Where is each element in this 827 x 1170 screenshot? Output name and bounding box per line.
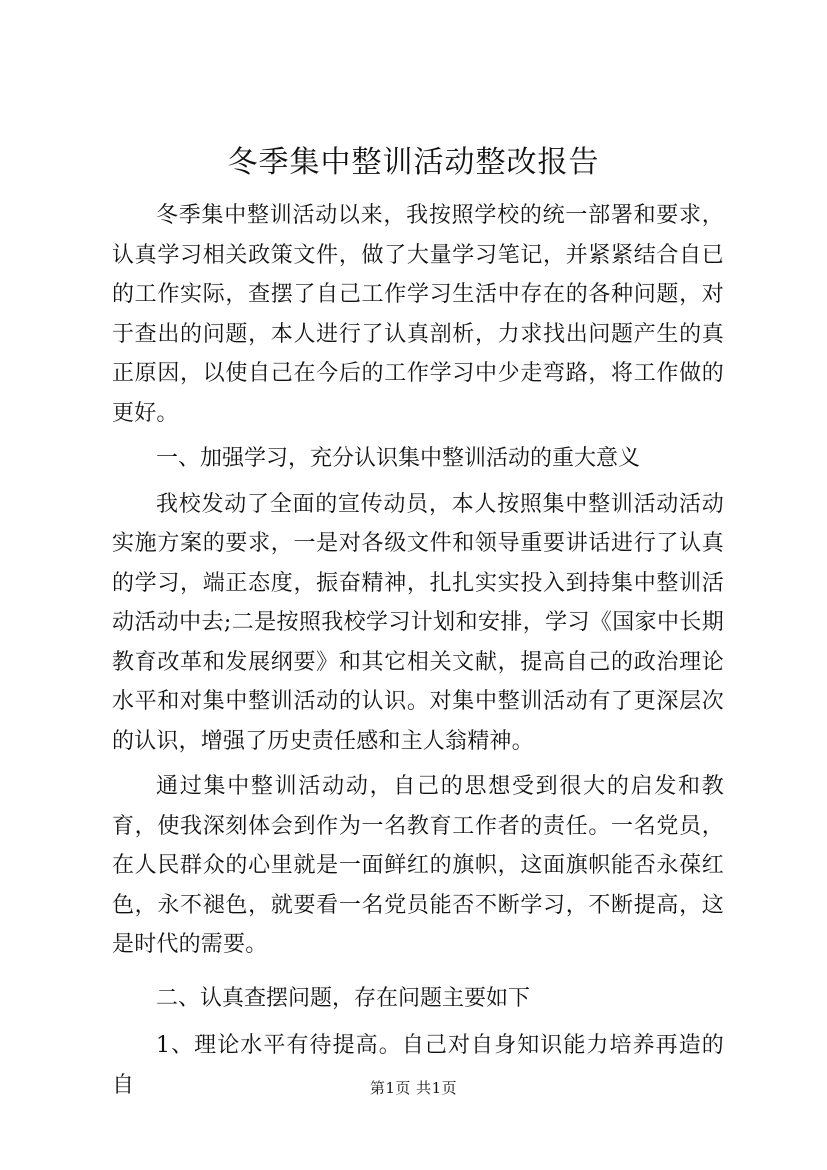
page-number-footer: 第1页 共1页 — [369, 1079, 458, 1097]
document-body — [112, 196, 724, 1105]
paragraph-problem-1: 1、理论水平有待提高。自己对自身知识能力培养再造的自 — [112, 1033, 724, 1098]
paragraph-study: 我校发动了全面的宣传动员，本人按照集中整训活动活动实施方案的要求，一是对各级文件和领导重要讲话进行了认真的学习，端正态度，振奋精神，扎扎实实投入到持集中整训活动活动中去;二是按照我校学习计划和安排，学习《国家中长期教育改革和发展纲要》和其它相关文献，提高自己的政治理论水平和对集中整训活动的认识。对集中整训活动有了更深层次的认识，增强了历史责任感和主人翁精神。 — [112, 491, 724, 754]
document-title: 冬季集中整训活动整改报告 — [227, 145, 600, 180]
paragraph-reflection: 通过集中整训活动动，自己的思想受到很大的启发和教育，使我深刻体会到作为一名教育工作者的责任。一名党员，在人民群众的心里就是一面鲜红的旗帜，这面旗帜能否永葆红色，永不褪色，就要看一名党员能否不断学习，不断提高，这是时代的需要。 — [112, 774, 724, 957]
paragraph-intro: 冬季集中整训活动以来，我按照学校的统一部署和要求，认真学习相关政策文件，做了大量学习笔记，并紧紧结合自已的工作实际，查摆了自己工作学习生活中存在的各种问题，对于查出的问题，本人进行了认真剖析，力求找出问题产生的真正原因，以使自己在今后的工作学习中少走弯路，将工作做的更好。 — [112, 203, 724, 426]
section-heading-2: 二、认真查摆问题，存在问题主要如下 — [156, 985, 531, 1011]
section-heading-1: 一、加强学习，充分认识集中整训活动的重大意义 — [156, 446, 641, 471]
